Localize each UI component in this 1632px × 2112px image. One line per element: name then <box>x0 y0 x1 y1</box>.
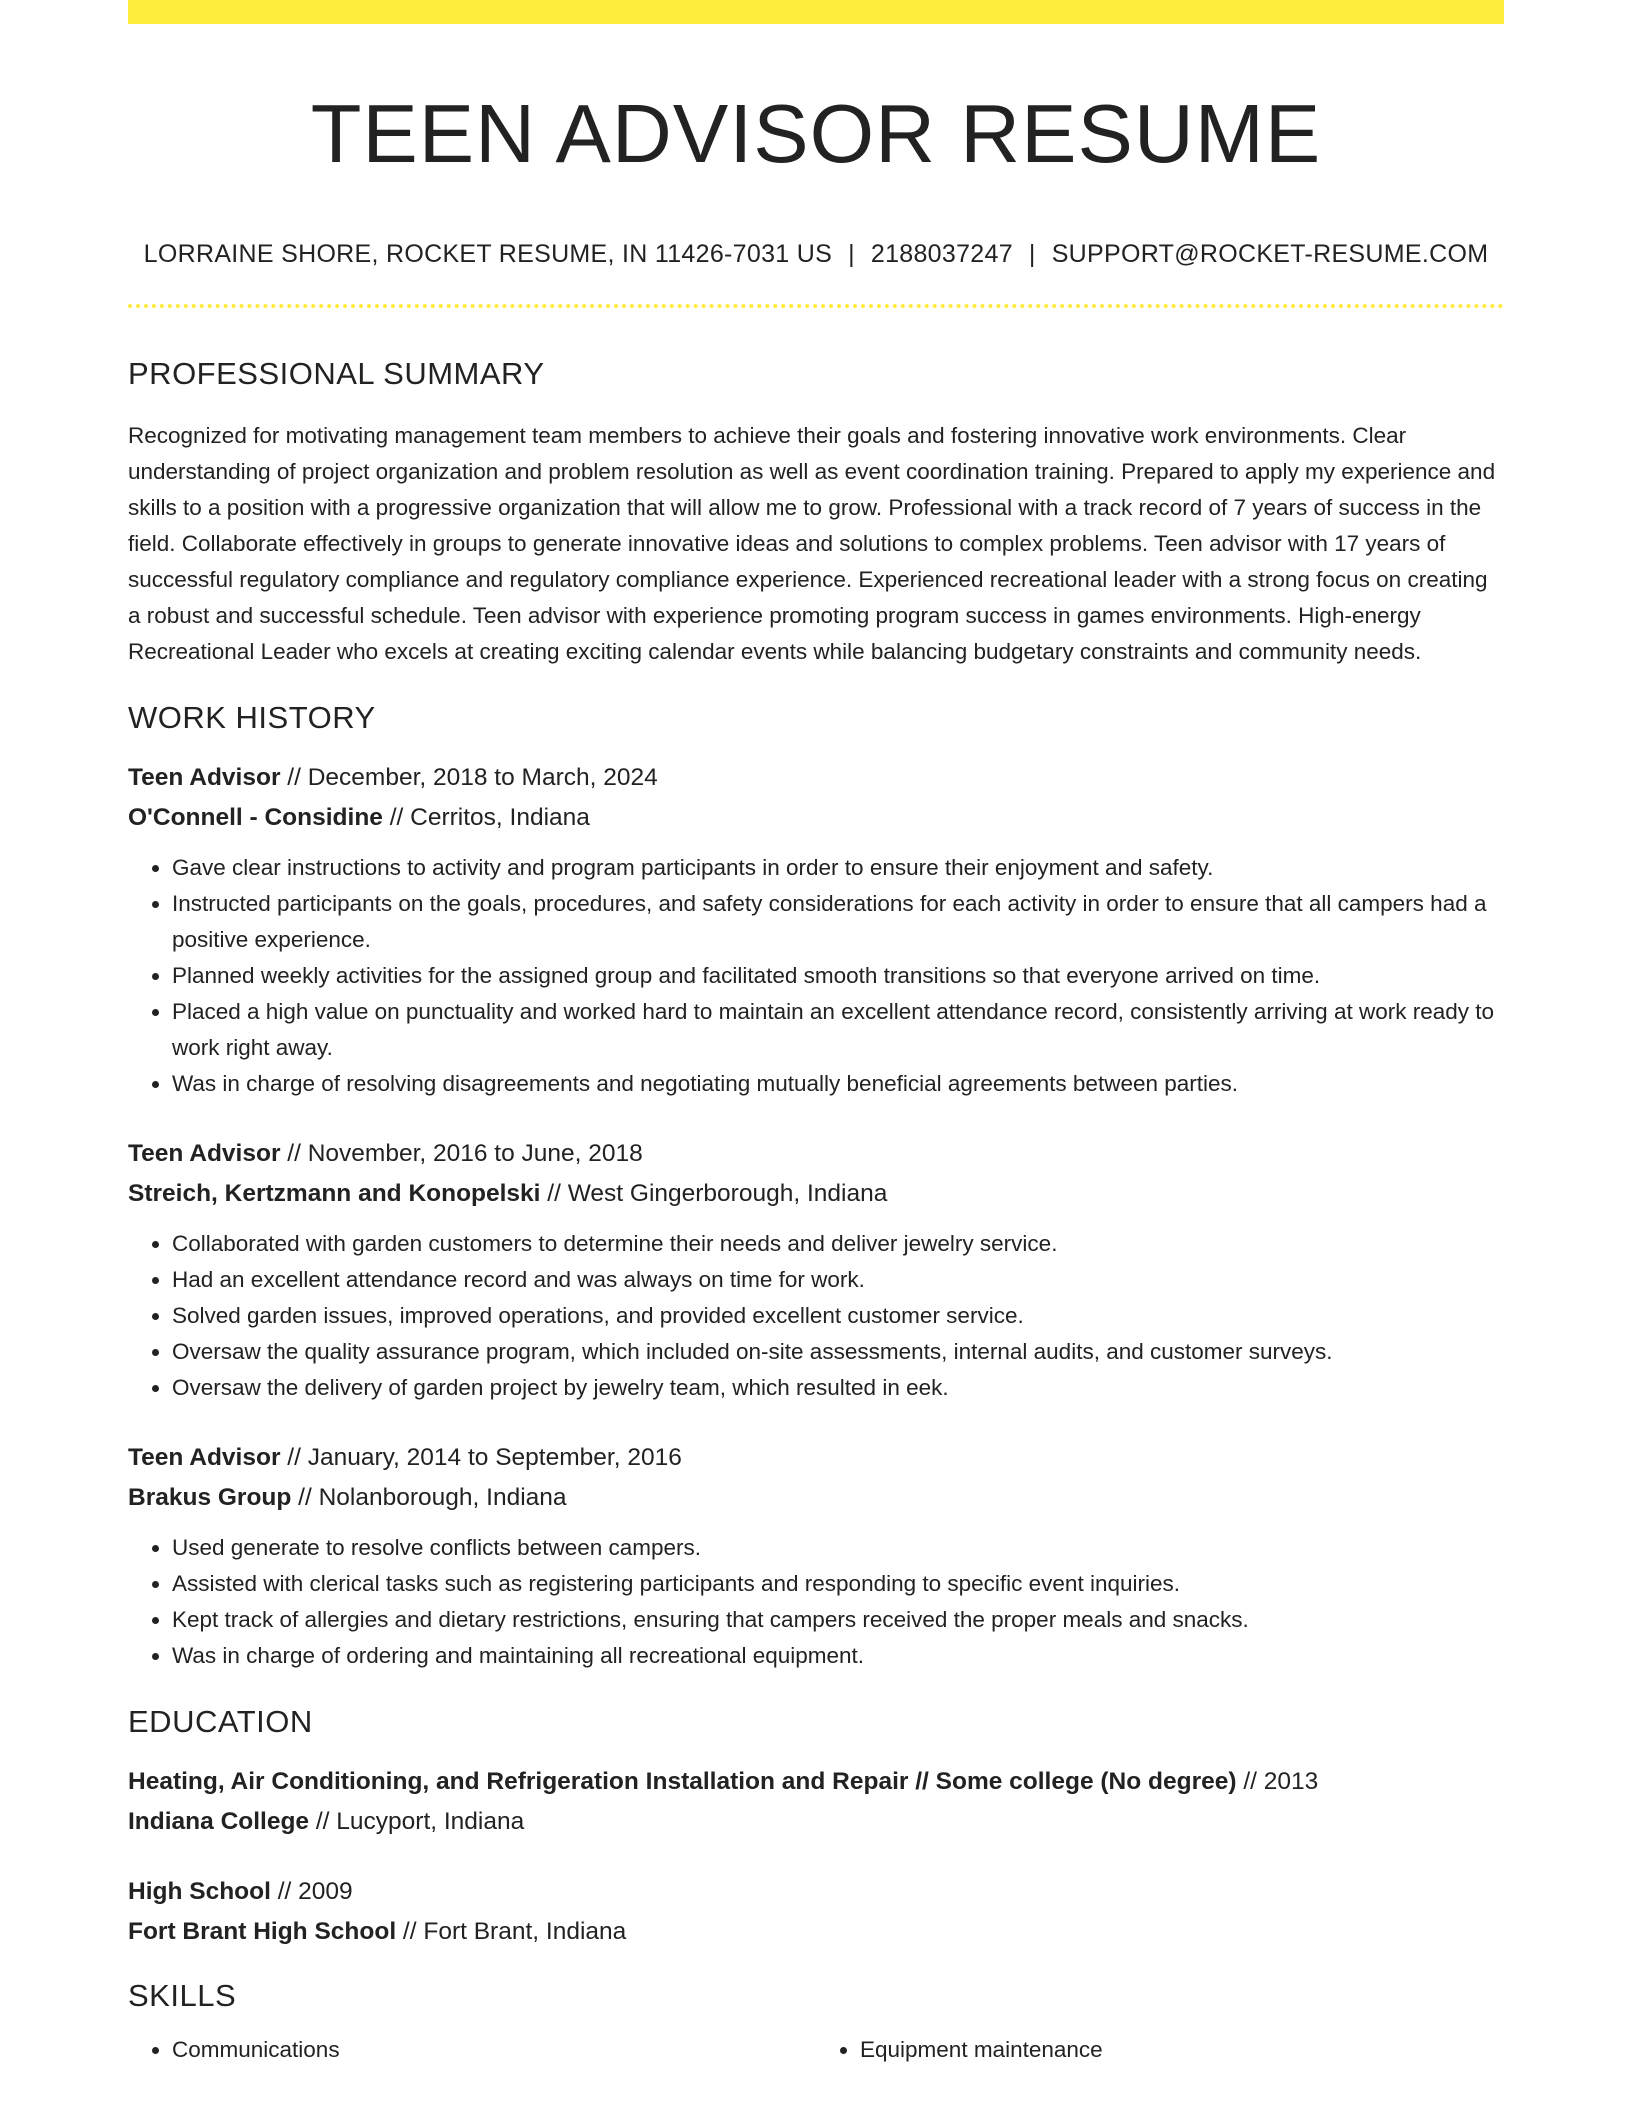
school-location: // Lucyport, Indiana <box>309 1808 525 1835</box>
job-location: // Nolanborough, Indiana <box>291 1484 567 1511</box>
job-dates: // December, 2018 to March, 2024 <box>280 764 658 791</box>
school-location: // Fort Brant, Indiana <box>396 1918 627 1945</box>
list-item: • Oversaw the quality assurance program, which included on-site assessments, internal audits, and customer surveys. <box>172 1334 1504 1370</box>
contact-phone: 2188037247 <box>870 240 1013 268</box>
school-name: Indiana College <box>128 1808 310 1835</box>
list-item: • Was in charge of resolving disagreements and negotiating mutually beneficial agreements between parties. <box>172 1066 1504 1102</box>
job-company-line <box>128 798 1504 838</box>
work-history-section <box>128 698 1504 1674</box>
work-history-heading: WORK HISTORY <box>128 700 376 735</box>
job-title: Teen Advisor <box>128 764 281 791</box>
list-item: • Equipment maintenance <box>860 2032 1504 2068</box>
job-company: Streich, Kertzmann and Konopelski <box>128 1180 541 1207</box>
skills-grid <box>128 2032 1504 2068</box>
resume-page <box>128 0 1504 2068</box>
skills-column-left <box>128 2032 816 2068</box>
job-title-line <box>128 1438 1504 1478</box>
summary-text: Recognized for motivating management team members to achieve their goals and fostering innovative work environments. Clear understanding of project organization and problem resolution as well as event coordination training. Prepared to apply my experience and skills to a position with a progressive organization that will allow me to grow. Professional with a track record of 7 years of success in the field. Collaborate effectively in groups to generate innovative ideas and solutions to complex problems. Teen advisor with 17 years of successful regulatory compliance and regulatory compliance experience. Experienced recreational leader with a strong focus on creating a robust and successful schedule. Teen advisor with experience promoting program success in games environments. High-energy Recreational Leader who excels at creating exciting calendar events while balancing budgetary constraints and community needs. <box>128 423 1496 664</box>
education-entry <box>128 1872 1504 1952</box>
degree-line <box>128 1762 1504 1802</box>
job-company: O'Connell - Considine <box>128 804 383 831</box>
degree: Heating, Air Conditioning, and Refrigeration Installation and Repair // Some college (No degree) <box>128 1768 1237 1795</box>
job-bullets <box>128 1226 1504 1406</box>
job-title: Teen Advisor <box>128 1444 281 1471</box>
school-line <box>128 1912 1504 1952</box>
degree-year: // 2009 <box>270 1878 353 1905</box>
school-name: Fort Brant High School <box>128 1918 397 1945</box>
education-entry <box>128 1762 1504 1842</box>
education-heading: EDUCATION <box>128 1704 313 1739</box>
degree-year: // 2013 <box>1236 1768 1319 1795</box>
list-item: • Assisted with clerical tasks such as registering participants and responding to specific event inquiries. <box>172 1566 1504 1602</box>
job-title-line <box>128 1134 1504 1174</box>
school-line <box>128 1802 1504 1842</box>
resume-title: TEEN ADVISOR RESUME <box>310 87 1322 180</box>
list-item: • Oversaw the delivery of garden project by jewelry team, which resulted in eek. <box>172 1370 1504 1406</box>
list-item: • Solved garden issues, improved operations, and provided excellent customer service. <box>172 1298 1504 1334</box>
job-title: Teen Advisor <box>128 1140 281 1167</box>
summary-section <box>128 354 1504 670</box>
job-entry <box>128 758 1504 1102</box>
list-item: • Collaborated with garden customers to determine their needs and deliver jewelry service. <box>172 1226 1504 1262</box>
list-item: • Placed a high value on punctuality and worked hard to maintain an excellent attendance record, consistently arriving at work ready to work right away. <box>172 994 1504 1066</box>
list-item: • Used generate to resolve conflicts between campers. <box>172 1530 1504 1566</box>
contact-email: SUPPORT@ROCKET-RESUME.COM <box>1051 240 1489 268</box>
contact-separator: | <box>848 240 855 268</box>
job-dates: // November, 2016 to June, 2018 <box>280 1140 643 1167</box>
accent-top-bar <box>128 0 1504 24</box>
job-entry <box>128 1438 1504 1674</box>
job-company-line <box>128 1174 1504 1214</box>
list-item: • Kept track of allergies and dietary restrictions, ensuring that campers received the proper meals and snacks. <box>172 1602 1504 1638</box>
summary-heading: PROFESSIONAL SUMMARY <box>128 356 545 391</box>
list-item: • Had an excellent attendance record and was always on time for work. <box>172 1262 1504 1298</box>
degree: High School <box>128 1878 271 1905</box>
skills-column-right <box>816 2032 1504 2068</box>
job-company-line <box>128 1478 1504 1518</box>
skills-heading: SKILLS <box>128 1978 237 2013</box>
job-location: // West Gingerborough, Indiana <box>540 1180 888 1207</box>
contact-line <box>128 238 1504 270</box>
dotted-divider <box>128 304 1504 308</box>
list-item: • Communications <box>172 2032 816 2068</box>
job-company: Brakus Group <box>128 1484 292 1511</box>
job-dates: // January, 2014 to September, 2016 <box>280 1444 682 1471</box>
list-item: • Was in charge of ordering and maintaining all recreational equipment. <box>172 1638 1504 1674</box>
degree-line <box>128 1872 1504 1912</box>
education-section <box>128 1702 1504 1952</box>
list-item: • Gave clear instructions to activity and program participants in order to ensure their enjoyment and safety. <box>172 850 1504 886</box>
job-title-line <box>128 758 1504 798</box>
job-bullets <box>128 1530 1504 1674</box>
job-bullets <box>128 850 1504 1102</box>
job-location: // Cerritos, Indiana <box>382 804 590 831</box>
list-item: • Planned weekly activities for the assigned group and facilitated smooth transitions so that everyone arrived on time. <box>172 958 1504 994</box>
job-entry <box>128 1134 1504 1406</box>
list-item: • Instructed participants on the goals, procedures, and safety considerations for each activity in order to ensure that all campers had a positive experience. <box>172 886 1504 958</box>
skills-section <box>128 1976 1504 2068</box>
contact-address: LORRAINE SHORE, ROCKET RESUME, IN 11426-7031 US <box>143 240 833 268</box>
contact-separator: | <box>1028 240 1036 268</box>
